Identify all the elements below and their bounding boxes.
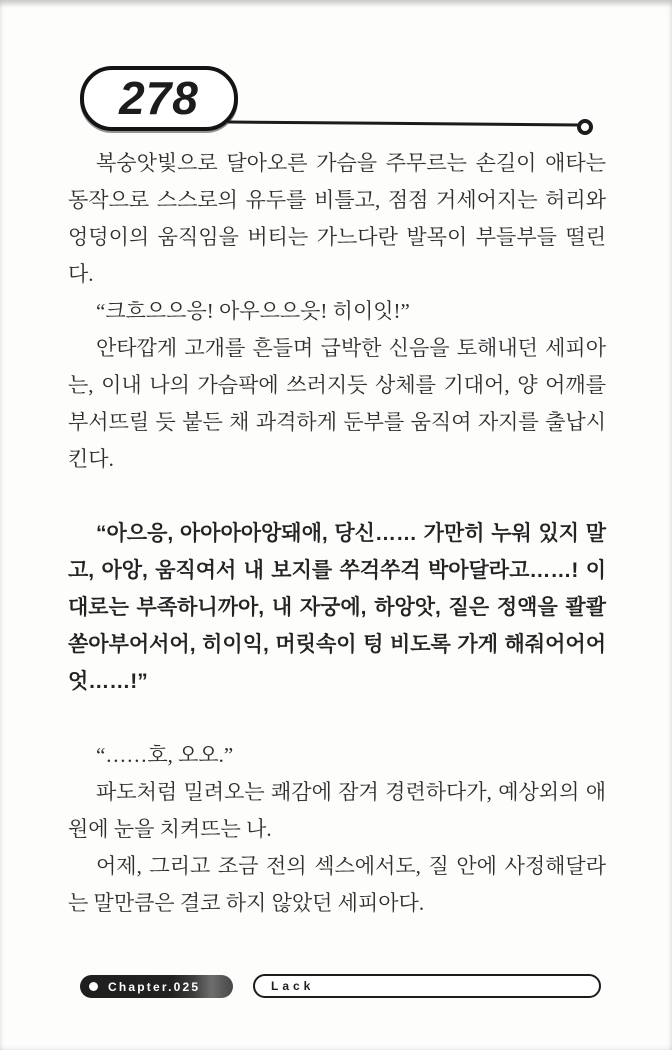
chapter-badge [80, 975, 233, 998]
paragraph-narration: 파도처럼 밀려오는 쾌감에 잠겨 경련하다가, 예상외의 애원에 눈을 치켜뜨는 나. [68, 780, 606, 841]
chapter-label: Chapter.025 [108, 979, 201, 994]
page-number-badge [80, 66, 238, 131]
header-leader-line [228, 120, 580, 126]
paragraph-dialogue: “……호, 오오.” [96, 743, 234, 767]
series-badge [253, 974, 601, 998]
paragraph-dialogue-emphasis: “아으응, 아아아아앙돼애, 당신…… 가만히 누워 있지 말고, 아앙, 움직여서 내 보지를 쑤걱쑤걱 박아달라고……! 이대로는 부족하니까아, 내 자궁에, 하앙앗, 짙은 정액을 콸콸 쏟아부어서어, 히이익, 머릿속이 텅 비도록 가게 해줘어어어엇……!” [68, 522, 606, 693]
paragraph-narration: 어제, 그리고 조금 전의 섹스에서도, 질 안에 사정해달라는 말만큼은 결코 하지 않았던 세피아다. [68, 854, 606, 915]
paragraph-narration: 안타깝게 고개를 흔들며 급박한 신음을 토해내던 세피아는, 이내 나의 가슴팍에 쓰러지듯 상체를 기대어, 양 어깨를 부서뜨릴 듯 붙든 채 과격하게 둔부를 움직여 자지를 출납시킨다. [68, 336, 606, 471]
body-text [68, 145, 606, 922]
paragraph-narration: 복숭앗빛으로 달아오른 가슴을 주무르는 손길이 애타는 동작으로 스스로의 유두를 비틀고, 점점 거세어지는 허리와 엉덩이의 움직임을 버티는 가느다란 발목이 부들부들 떨린다. [68, 151, 606, 286]
scan-artifact-top [0, 0, 672, 7]
paragraph-dialogue: “크흐으으응! 아우으으읏! 히이잇!” [96, 299, 410, 323]
series-label: Lack [271, 979, 315, 993]
ring-icon [577, 119, 593, 135]
page-number: 278 [119, 71, 199, 124]
bullet-icon [89, 982, 98, 991]
